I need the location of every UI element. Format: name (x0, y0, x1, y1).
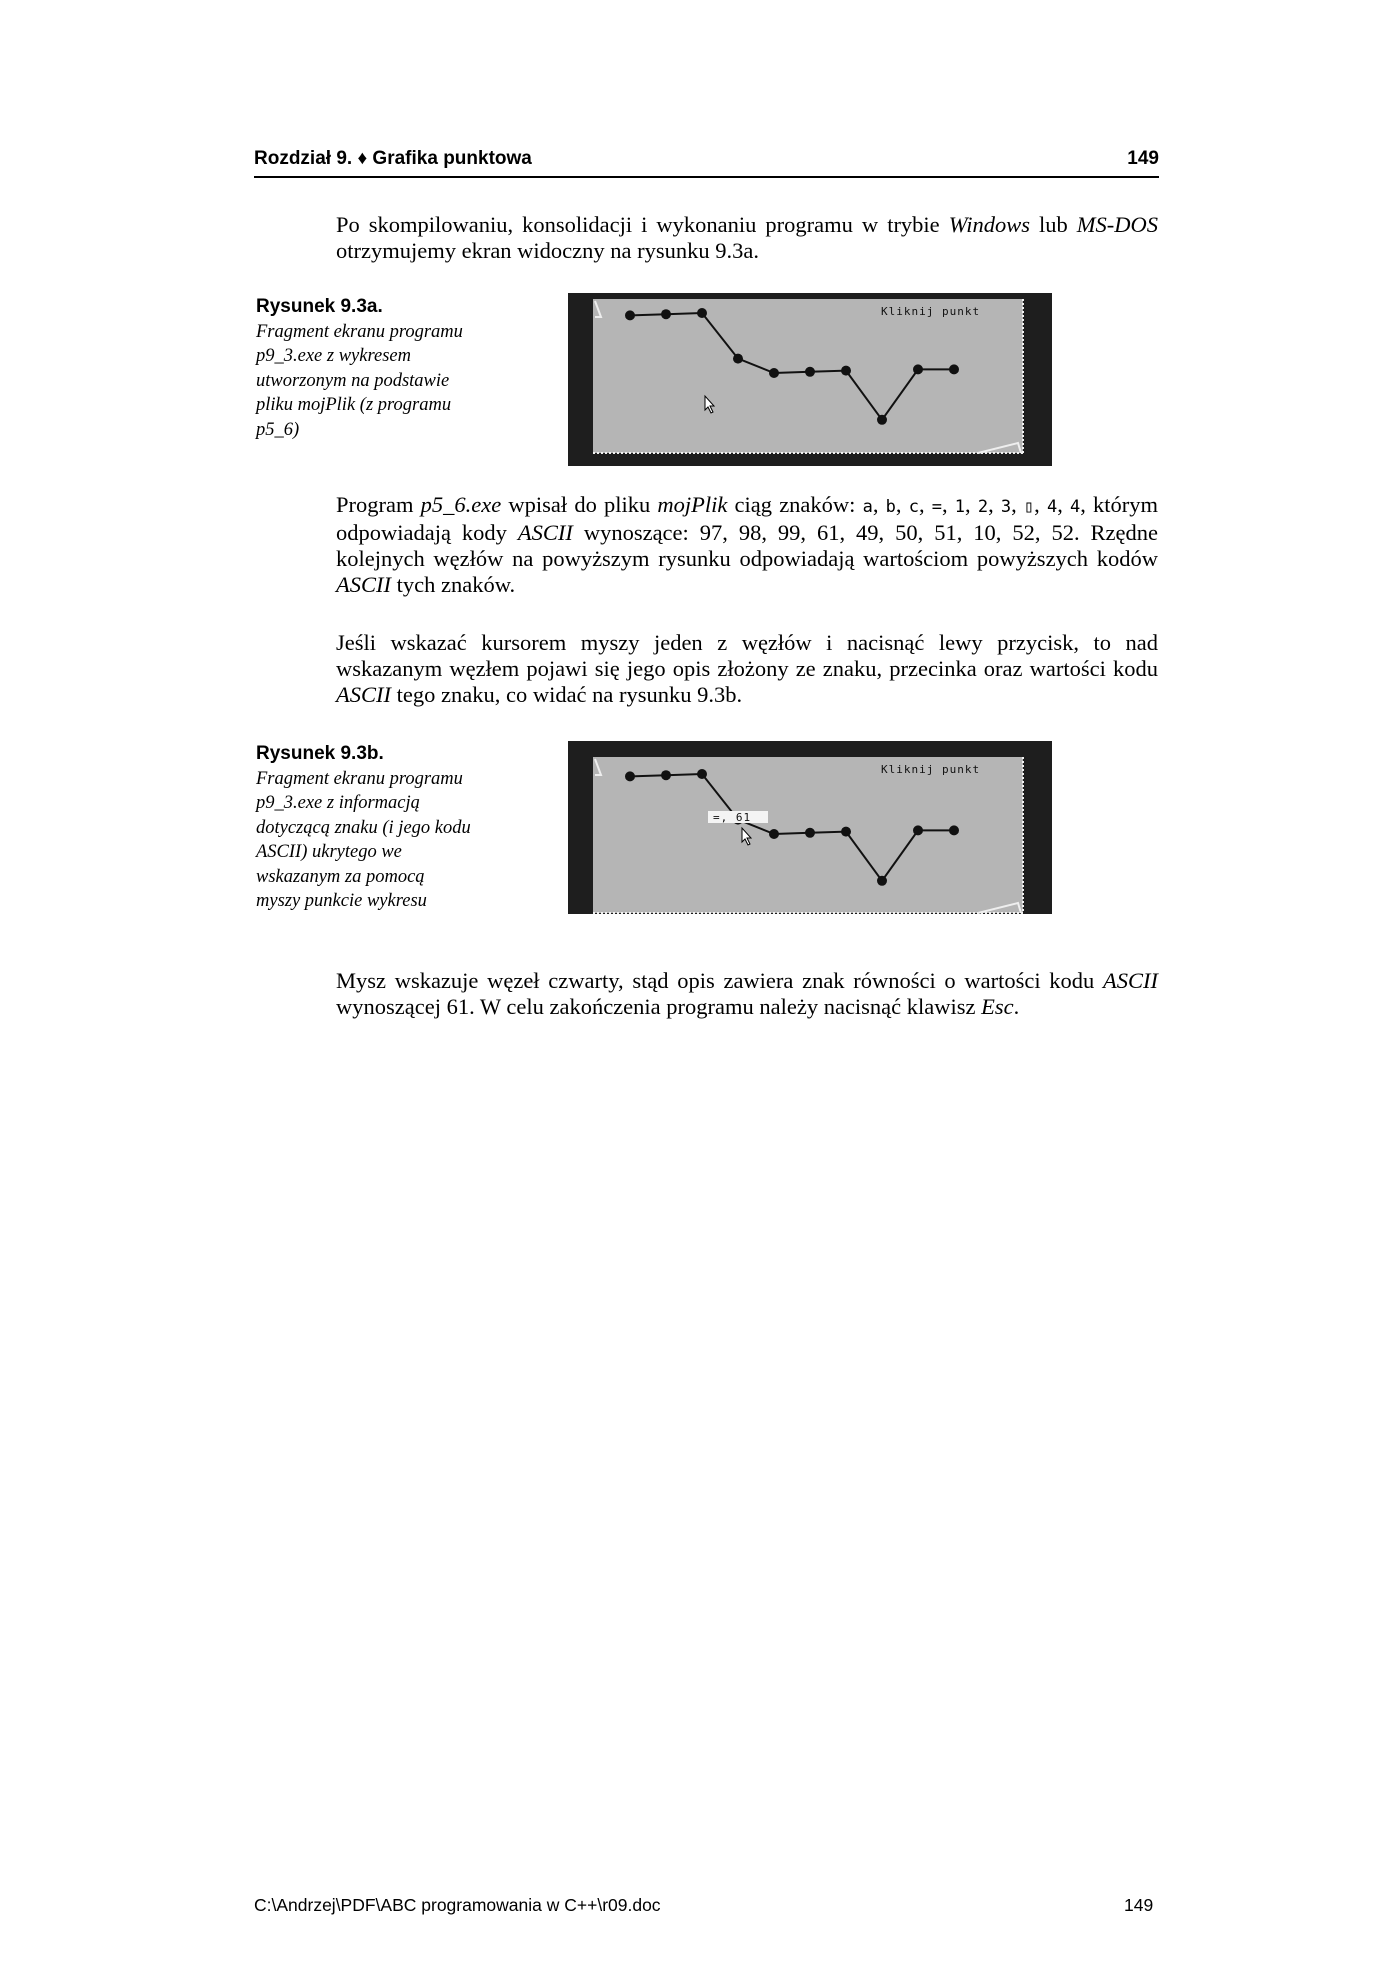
figure-a-screenshot (568, 293, 1052, 466)
paragraph-mouse (336, 630, 1158, 708)
char: 2 (977, 497, 989, 517)
char: = (931, 497, 942, 517)
text: tego znaku, co widać na rysunku 9.3b. (391, 682, 743, 707)
footer-page-number: 149 (1124, 1895, 1154, 1915)
data-point[interactable] (769, 368, 779, 378)
window-label: Kliknij punkt (881, 763, 981, 776)
text: otrzymujemy ekran widoczny na rysunku 9.3a. (336, 238, 760, 263)
text: wynoszącej 61. W celu zakończenia programu należy nacisnąć klawisz (336, 994, 982, 1019)
data-point[interactable] (697, 308, 707, 318)
data-point[interactable] (769, 829, 779, 839)
figure-b-caption (256, 742, 471, 914)
text: , którym odpowiadają kody (336, 492, 1159, 545)
sep: , (1057, 492, 1071, 517)
data-point[interactable] (949, 825, 959, 835)
text: ciąg znaków: (727, 492, 863, 517)
italic-term: Esc (981, 994, 1014, 1019)
sep: , (1034, 492, 1047, 517)
italic-term: ASCII (336, 572, 391, 597)
text: tych znaków. (391, 572, 516, 597)
chapter-title: Rozdział 9. ♦ Grafika punktowa (254, 148, 532, 169)
data-point[interactable] (913, 364, 923, 374)
italic-term: p5_6.exe (420, 492, 502, 517)
paragraph-conclusion (336, 968, 1158, 1020)
data-point[interactable] (913, 825, 923, 835)
italic-term: ASCII (336, 682, 391, 707)
figure-a-title: Rysunek 9.3a. (256, 296, 383, 317)
text: Program (336, 492, 421, 517)
italic-term: mojPlik (657, 492, 728, 517)
data-point[interactable] (877, 415, 887, 425)
data-point[interactable] (661, 770, 671, 780)
text: wynoszące: 97, 98, 99, 61, 49, 50, 51, 10, 52, 52. Rzędne kolejnych węzłów na powyższym rysunku odpowiadają wartościom powyższych kodów (336, 520, 1158, 571)
data-point[interactable] (841, 366, 851, 376)
text: wpisał do pliku (501, 492, 658, 517)
data-point[interactable] (805, 367, 815, 377)
header-page-number: 149 (1127, 148, 1159, 169)
paragraph-program (336, 492, 1158, 598)
data-point[interactable] (697, 769, 707, 779)
italic-term: ASCII (517, 520, 573, 545)
char: 4 (1070, 497, 1081, 517)
data-point[interactable] (625, 310, 635, 320)
data-point[interactable] (805, 828, 815, 838)
char: 3 (1000, 497, 1012, 517)
paragraph-intro (336, 212, 1158, 264)
data-point[interactable] (841, 827, 851, 837)
data-point[interactable] (733, 354, 743, 364)
char: 1 (954, 497, 966, 517)
text: . (1013, 994, 1020, 1019)
window-label: Kliknij punkt (881, 305, 981, 318)
sep: , (965, 492, 978, 517)
data-point[interactable] (949, 364, 959, 374)
data-point[interactable] (661, 309, 671, 319)
data-point[interactable] (625, 771, 635, 781)
italic-term: Windows (948, 212, 1030, 237)
page-header (254, 146, 1159, 178)
figure-b-chart (568, 741, 1052, 940)
figure-a-chart (568, 293, 1052, 466)
char: a (862, 497, 873, 517)
figure-a-caption (256, 295, 471, 442)
sep: , (1011, 492, 1024, 517)
figure-a-description: Fragment ekranu programu p9_3.exe z wykresem utworzonym na podstawie pliku mojPlik (z programu p5_6) (256, 321, 463, 440)
char: c (908, 497, 919, 517)
text: Po skompilowaniu, konsolidacji i wykonaniu programu w trybie (336, 212, 949, 237)
figure-b-title: Rysunek 9.3b. (256, 743, 384, 764)
sep: , (872, 492, 886, 517)
text: Jeśli wskazać kursorem myszy jeden z węzłów i nacisnąć lewy przycisk, to nad wskazanym węzłem pojawi się jego opis złożony ze znaku, przecinka oraz wartości kodu (336, 630, 1158, 681)
char: b (885, 497, 896, 517)
char: ▯ (1023, 497, 1035, 517)
sep: , (895, 492, 909, 517)
data-point[interactable] (877, 876, 887, 886)
italic-term: ASCII (1103, 968, 1158, 993)
char: 4 (1046, 497, 1058, 517)
text: lub (1029, 212, 1077, 237)
sep: , (918, 492, 932, 517)
figure-b-screenshot (568, 741, 1052, 914)
tooltip-text: =, 61 (713, 811, 752, 824)
sep: , (941, 492, 955, 517)
italic-term: MS-DOS (1076, 212, 1158, 237)
sep: , (988, 492, 1001, 517)
footer-path: C:\Andrzej\PDF\ABC programowania w C++\r09.doc (254, 1895, 661, 1915)
figure-b-description: Fragment ekranu programu p9_3.exe z informacją dotyczącą znaku (i jego kodu ASCII) ukrytego we wskazanym za pomocą myszy punkcie wykresu (256, 768, 471, 911)
text: Mysz wskazuje węzeł czwarty, stąd opis zawiera znak równości o wartości kodu (336, 968, 1103, 993)
